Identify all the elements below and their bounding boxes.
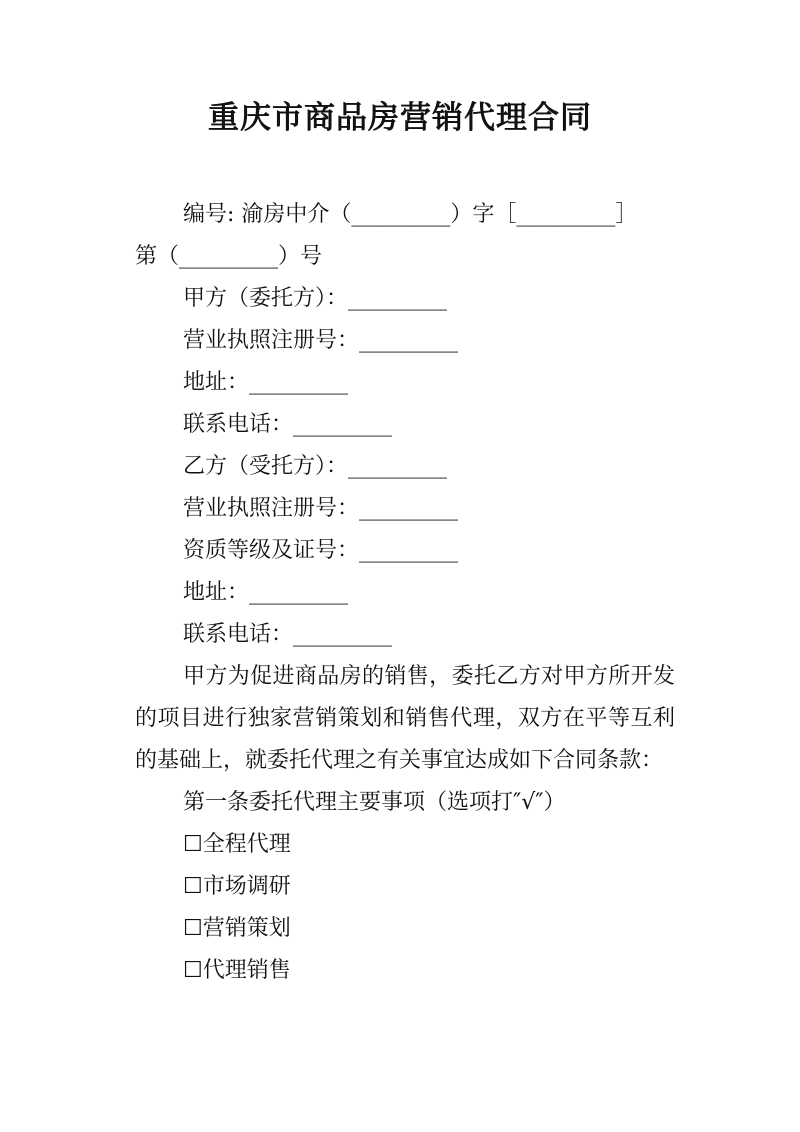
party-a-address: 地址：_________ xyxy=(183,370,349,395)
party-b-name: 乙方（受托方）：_________ xyxy=(183,454,448,479)
contract-number-line-continued: 第（_________）号 xyxy=(135,244,323,269)
contract-number-line: 编号: 渝房中介（_________）字［_________］ xyxy=(183,202,638,227)
option-market-research: ☐市场调研 xyxy=(183,874,291,899)
article-1-heading: 第一条委托代理主要事项（选项打″√″） xyxy=(183,790,566,815)
party-b-license: 营业执照注册号：_________ xyxy=(183,496,459,521)
option-sales-agency: ☐代理销售 xyxy=(183,958,291,983)
party-b-address: 地址：_________ xyxy=(183,580,349,605)
party-a-name: 甲方（委托方）：_________ xyxy=(183,286,448,311)
option-marketing-planning: ☐营销策划 xyxy=(183,916,291,941)
party-b-qualification: 资质等级及证号：_________ xyxy=(183,538,459,563)
document-body xyxy=(135,194,675,992)
party-a-license: 营业执照注册号：_________ xyxy=(183,328,459,353)
option-full-agency: ☐全程代理 xyxy=(183,832,291,857)
party-a-phone: 联系电话：_________ xyxy=(183,412,393,437)
party-b-phone: 联系电话：_________ xyxy=(183,622,393,647)
document-title: 重庆市商品房营销代理合同 xyxy=(208,100,592,136)
intro-paragraph: 甲方为促进商品房的销售，委托乙方对甲方所开发的项目进行独家营销策划和销售代理，双方在平等互利的基础上，就委托代理之有关事宜达成如下合同条款： xyxy=(135,664,675,773)
